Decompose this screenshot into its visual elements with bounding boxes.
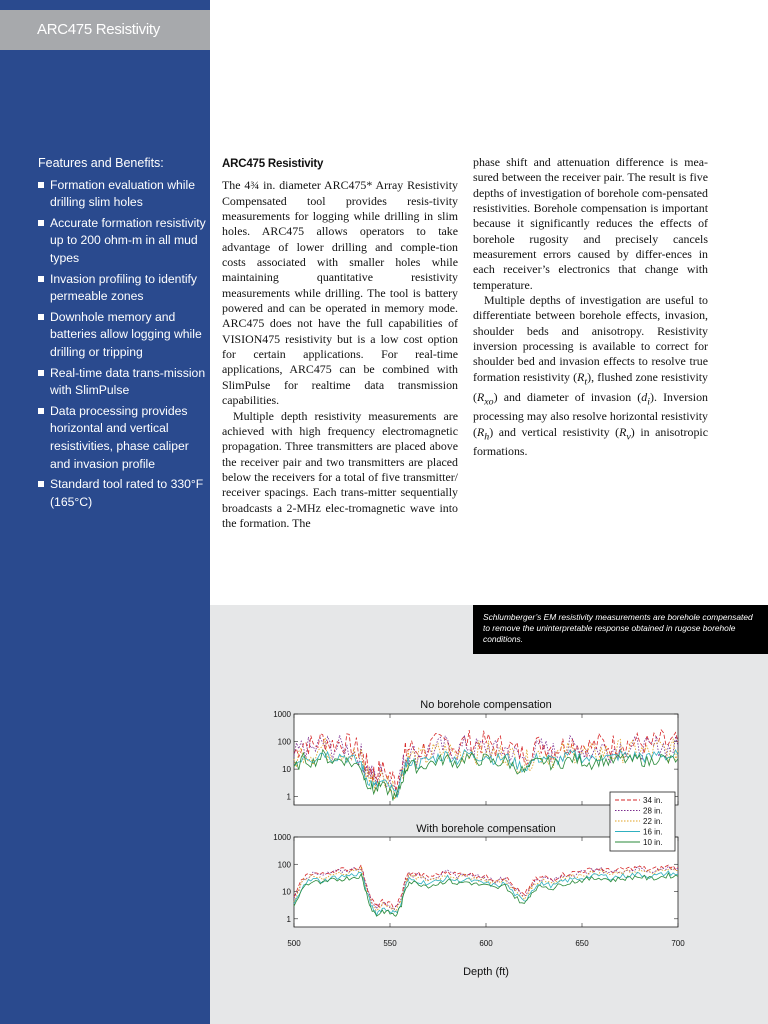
y-tick-label: 1000 bbox=[273, 710, 291, 719]
figure-caption: Schlumberger’s EM resistivity measurements are borehole compensated to remove the uninterpretable response obtained in rugose borehole conditions. bbox=[473, 605, 768, 654]
symbol: R bbox=[476, 424, 485, 439]
features-heading: Features and Benefits: bbox=[38, 156, 164, 170]
article-heading: ARC475 Resistivity bbox=[222, 158, 324, 170]
symbol: d bbox=[641, 389, 648, 404]
x-tick-label: 700 bbox=[671, 939, 685, 948]
article-paragraph: phase shift and attenuation difference is mea-sured between the receiver pair. The result is five depths of investigation of borehole com-pensated resistivities. Borehole compensation is important because it significantly reduces the effects of borehole rugosity and precisely cancels measurement errors caused by differ-ences in each receiver’s electronics that change with temperature. bbox=[473, 155, 708, 292]
section-title: ARC475 Resistivity bbox=[37, 21, 160, 38]
square-bullet-icon bbox=[38, 220, 44, 226]
feature-text: Accurate formation resistivity up to 200 ohm-m in all mud types bbox=[50, 215, 206, 265]
feature-item bbox=[38, 476, 208, 511]
square-bullet-icon bbox=[38, 314, 44, 320]
text-run: ), flushed zone resistivity ( bbox=[473, 369, 708, 404]
x-axis-label: Depth (ft) bbox=[463, 966, 509, 978]
y-tick-label: 10 bbox=[282, 765, 291, 775]
feature-text: Standard tool rated to 330°F (165°C) bbox=[50, 477, 204, 509]
symbol-subscript: t bbox=[584, 376, 588, 388]
square-bullet-icon bbox=[38, 481, 44, 487]
symbol-subscript: xo bbox=[484, 395, 494, 407]
text-run: Multiple depths of investigation are useful to differentiate between borehole effects, invasion, shoulder beds and anisotropy. Resistivity inversion processing is available to correct for shoulder bed and invasion effects to resolve true formation resistivity ( bbox=[473, 293, 708, 384]
article-paragraph: The 4¾ in. diameter ARC475* Array Resistivity Compensated tool provides resis-tivity measurements for logging while drilling in slim holes. ARC475 allows operators to take advantage of lower drilling and comple-tion costs associated with smaller holes while maintaining quantitative resistivity measurements while drilling. The tool is battery powered and can be operated in memory mode. ARC475 does not have the full capabilities of VISION475 resistivity but is a low cost option for certain applications. For real-time applications, ARC475 can be combined with SlimPulse for realtime data transmission capabilities. bbox=[222, 178, 458, 408]
legend-label: 22 in. bbox=[643, 817, 663, 826]
legend-label: 16 in. bbox=[643, 827, 663, 837]
feature-item bbox=[38, 215, 208, 268]
feature-text: Invasion profiling to identify permeable zones bbox=[50, 271, 198, 304]
square-bullet-icon bbox=[38, 408, 44, 414]
y-tick-label: 100 bbox=[277, 737, 291, 747]
symbol-subscript: h bbox=[484, 430, 490, 442]
feature-text: Data processing provides horizontal and vertical resistivities, phase caliper and invasion profile bbox=[50, 403, 189, 471]
symbol-subscript: i bbox=[647, 395, 650, 407]
symbol-subscript: v bbox=[626, 430, 631, 442]
y-tick-label: 10 bbox=[282, 887, 291, 897]
features-box bbox=[38, 155, 208, 514]
legend-label: 28 in. bbox=[643, 806, 663, 816]
feature-item bbox=[38, 365, 208, 400]
square-bullet-icon bbox=[38, 182, 44, 188]
text-run: ) and vertical resistivity ( bbox=[489, 424, 620, 439]
text-run: ) and diameter of invasion ( bbox=[493, 389, 642, 404]
article-column-2 bbox=[473, 155, 708, 460]
x-tick-label: 550 bbox=[383, 939, 397, 948]
panel-title: No borehole compensation bbox=[420, 699, 552, 711]
legend-label: 10 in. bbox=[643, 838, 663, 847]
text-run: ). Inversion processing may also resolve horizontal resistivity ( bbox=[473, 389, 708, 439]
symbol: R bbox=[476, 389, 485, 404]
x-tick-label: 650 bbox=[575, 939, 589, 948]
article-paragraph bbox=[473, 293, 708, 460]
feature-item bbox=[38, 309, 208, 362]
x-tick-label: 500 bbox=[287, 939, 301, 948]
feature-text: Formation evaluation while drilling slim holes bbox=[50, 177, 195, 210]
square-bullet-icon bbox=[38, 370, 44, 376]
feature-item bbox=[38, 271, 208, 306]
symbol: R bbox=[619, 424, 627, 439]
y-tick-label: 1000 bbox=[273, 833, 291, 842]
x-tick-label: 600 bbox=[479, 939, 493, 948]
legend-label: 34 in. bbox=[643, 796, 663, 805]
y-tick-label: 1 bbox=[286, 914, 291, 924]
text-run: ) in anisotropic formations. bbox=[473, 424, 708, 459]
y-tick-label: 100 bbox=[277, 860, 291, 870]
feature-text: Real-time data trans-mission with SlimPulse bbox=[50, 365, 206, 398]
feature-text: Downhole memory and batteries allow logging while drilling or tripping bbox=[50, 309, 202, 359]
feature-item bbox=[38, 177, 208, 212]
feature-item bbox=[38, 403, 208, 473]
panel-title: With borehole compensation bbox=[416, 823, 556, 835]
square-bullet-icon bbox=[38, 276, 44, 282]
section-title-bar bbox=[0, 10, 210, 50]
article-paragraph: Multiple depth resistivity measurements are achieved with high frequency electromagnetic propagation. Three transmitters are placed above the receiver pair and two transmitters are placed below the receivers for a total of five transmitter/ receiver spacings. Each trans-mitter sequentially broadcasts a 2-MHz elec-tromagnetic wave into the formation. The bbox=[222, 408, 458, 530]
y-tick-label: 1 bbox=[286, 792, 291, 802]
symbol: R bbox=[577, 369, 585, 384]
resistivity-chart bbox=[210, 605, 768, 1024]
features-list bbox=[38, 177, 208, 512]
article-column-1 bbox=[222, 155, 458, 531]
